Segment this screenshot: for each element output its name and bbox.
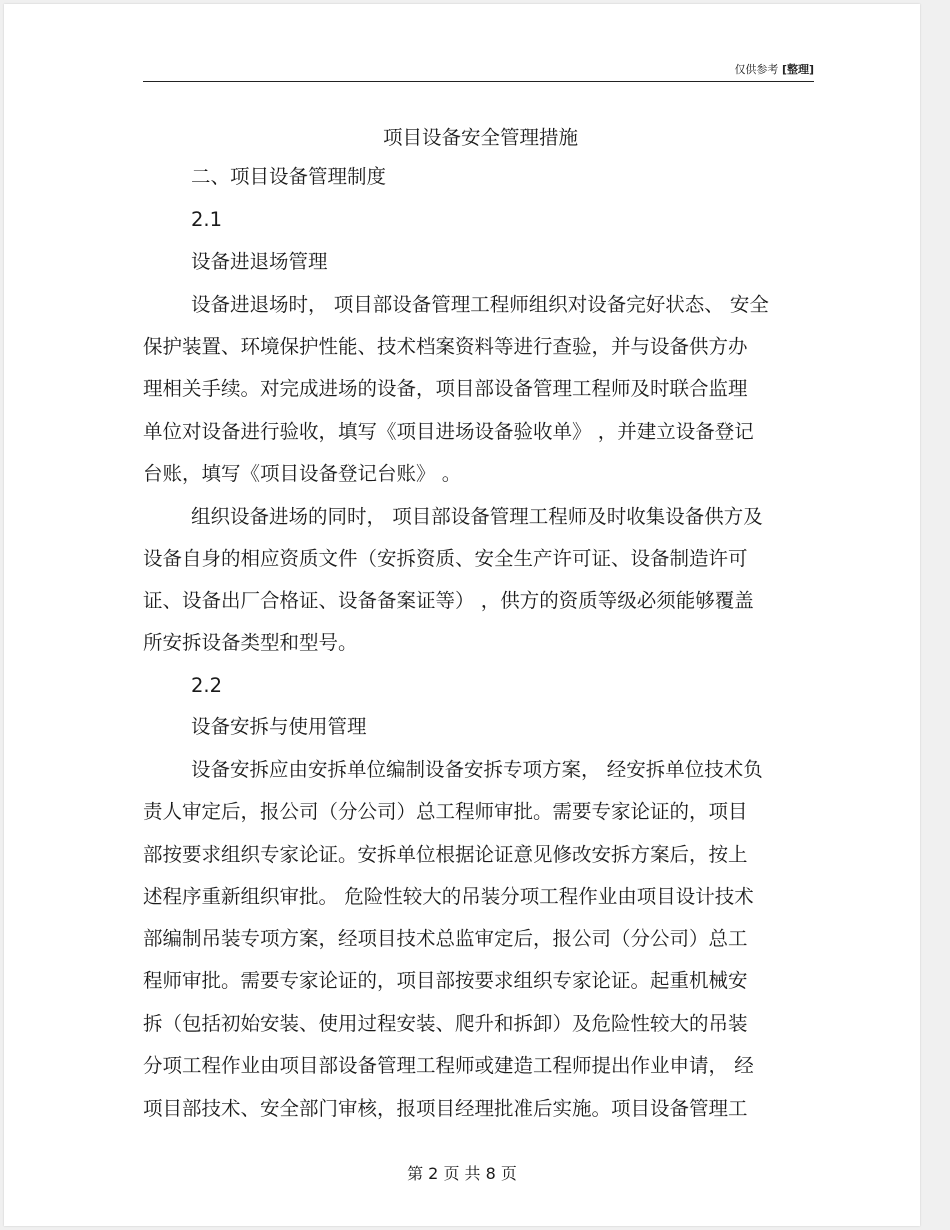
document-page [4,4,920,1226]
paragraph-line: 台账，填写《项目设备登记台账》 。 [143,462,462,485]
subsection-title: 设备进退场管理 [191,250,328,273]
paragraph-line: 证、设备出厂合格证、设备备案证等） ，供方的资质等级必须能够覆盖 [143,589,754,612]
paragraph-line: 设备进退场时， 项目部设备管理工程师组织对设备完好状态、 安全 [191,293,769,316]
paragraph-line: 述程序重新组织审批。 危险性较大的吊装分项工程作业由项目设计技术 [143,885,754,908]
paragraph-line: 单位对设备进行验收，填写《项目进场设备验收单》 ，并建立设备登记 [143,420,754,443]
paragraph-line: 拆（包括初始安装、使用过程安装、爬升和拆卸）及危险性较大的吊装 [143,1012,748,1035]
paragraph-line: 程师审批。需要专家论证的，项目部按要求组织专家论证。起重机械安 [143,969,748,992]
paragraph-line: 理相关手续。对完成进场的设备，项目部设备管理工程师及时联合监理 [143,377,748,400]
paragraph-line: 责人审定后，报公司（分公司）总工程师审批。需要专家论证的，项目 [143,800,748,823]
header-tag: [整理] [781,63,814,76]
paragraph-line: 部按要求组织专家论证。安拆单位根据论证意见修改安拆方案后，按上 [143,843,748,866]
paragraph-line: 部编制吊装专项方案，经项目技术总监审定后，报公司（分公司）总工 [143,927,748,950]
paragraph-line: 分项工程作业由项目部设备管理工程师或建造工程师提出作业申请， 经 [143,1054,754,1077]
paragraph-line: 项目部技术、安全部门审核，报项目经理批准后实施。项目设备管理工 [143,1097,748,1120]
paragraph-line: 设备自身的相应资质文件（安拆资质、安全生产许可证、设备制造许可 [143,547,748,570]
subsection-number: 2.2 [191,674,223,697]
paragraph-line: 所安拆设备类型和型号。 [143,631,358,654]
header-note: 仅供参考 [734,63,779,76]
section-heading: 二、项目设备管理制度 [191,165,387,188]
paragraph-line: 保护装置、环境保护性能、技术档案资料等进行查验，并与设备供方办 [143,335,748,358]
header-text [734,61,814,77]
page-number-footer: 第 2 页 共 8 页 [407,1164,517,1183]
paragraph-line: 设备安拆应由安拆单位编制设备安拆专项方案， 经安拆单位技术负 [191,758,763,781]
subsection-number: 2.1 [191,208,223,231]
document-title: 项目设备安全管理措施 [382,126,578,149]
page-header [143,57,814,82]
paragraph-line: 组织设备进场的同时， 项目部设备管理工程师及时收集设备供方及 [191,505,763,528]
subsection-title: 设备安拆与使用管理 [191,715,367,738]
